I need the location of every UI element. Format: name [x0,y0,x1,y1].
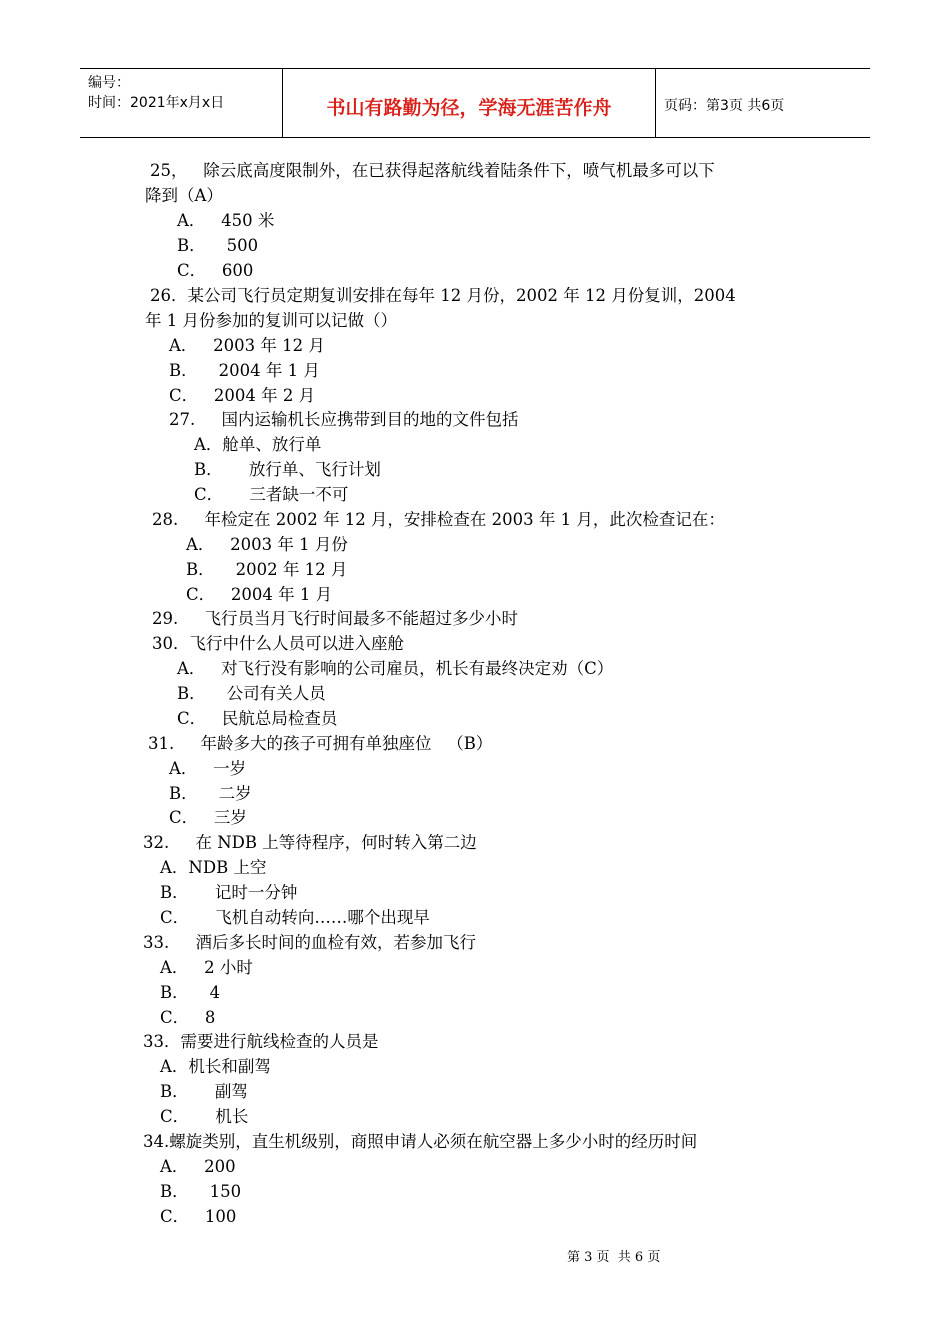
answer-option: A． 2003 年 1 月份 [186,535,348,554]
answer-option: A．舱单、放行单 [194,435,322,454]
answer-option: A．NDB 上空 [160,858,267,877]
answer-option: C． 飞机自动转向……哪个出现早 [160,908,430,927]
header-info-cell [80,69,283,137]
header-page-cell [656,69,870,137]
question-line: 26．某公司飞行员定期复训安排在每年 12 月份，2002 年 12 月份复训，2004 [150,286,736,305]
answer-option: C． 2004 年 1 月 [186,585,333,604]
answer-option: A． 对飞行没有影响的公司雇员，机长有最终决定劝（C） [177,659,614,678]
answer-option: B． 公司有关人员 [177,684,326,703]
question-line: 30．飞行中什么人员可以进入座舱 [152,634,404,653]
question-line: 25， 除云底高度限制外，在已获得起落航线着陆条件下，喷气机最多可以下 [150,161,715,180]
answer-option: C． 机长 [160,1107,249,1126]
answer-option: A． 2003 年 12 月 [169,336,325,355]
document-date-label: 时间：2021年x月x日 [88,95,225,111]
answer-option: A． 450 米 [177,211,275,230]
answer-option: B． 记时一分钟 [160,883,298,902]
answer-option: B． 4 [160,983,221,1002]
answer-option: C． 民航总局检查员 [177,709,338,728]
header-page-info: 页码：第3页 共6页 [664,98,785,114]
answer-option: C． 8 [160,1008,216,1027]
document-number-label: 编号： [88,75,130,91]
question-line: 28. 年检定在 2002 年 12 月，安排检查在 2003 年 1 月，此次检查记在： [152,510,725,529]
header-motto: 书山有路勤为径，学海无涯苦作舟 [326,97,612,119]
answer-option: B． 2002 年 12 月 [186,560,348,579]
question-line: 降到（A） [145,186,223,205]
answer-option: B． 二岁 [169,784,252,803]
answer-option: B． 副驾 [160,1082,248,1101]
question-line: 年 1 月份参加的复训可以记做（） [145,311,397,330]
answer-option: A． 一岁 [169,759,247,778]
answer-option: C． 2004 年 2 月 [169,386,316,405]
answer-option: C． 三者缺一不可 [194,485,349,504]
answer-option: A． 2 小时 [160,958,253,977]
page-footer: 第 3 页 共 6 页 [567,1250,661,1265]
question-line: 33. 酒后多长时间的血检有效，若参加飞行 [143,933,476,952]
question-line: 34.螺旋类别，直生机级别，商照申请人必须在航空器上多少小时的经历时间 [143,1132,698,1151]
question-line: 27. 国内运输机长应携带到目的地的文件包括 [169,410,519,429]
answer-option: B． 500 [177,236,259,255]
answer-option: C． 600 [177,261,254,280]
question-line: 29. 飞行员当月飞行时间最多不能超过多少小时 [152,609,518,628]
answer-option: A． 200 [160,1157,236,1176]
answer-option: C． 100 [160,1207,237,1226]
answer-option: A．机长和副驾 [160,1057,271,1076]
answer-option: B． 2004 年 1 月 [169,361,320,380]
question-line: 32. 在 NDB 上等待程序，何时转入第二边 [143,833,477,852]
question-line: 31. 年龄多大的孩子可拥有单独座位 （B） [148,734,493,753]
header-motto-cell [283,69,656,137]
answer-option: C． 三岁 [169,808,247,827]
question-line: 33．需要进行航线检查的人员是 [143,1032,379,1051]
answer-option: B． 150 [160,1182,242,1201]
answer-option: B． 放行单、飞行计划 [194,460,381,479]
page-header [80,68,870,138]
